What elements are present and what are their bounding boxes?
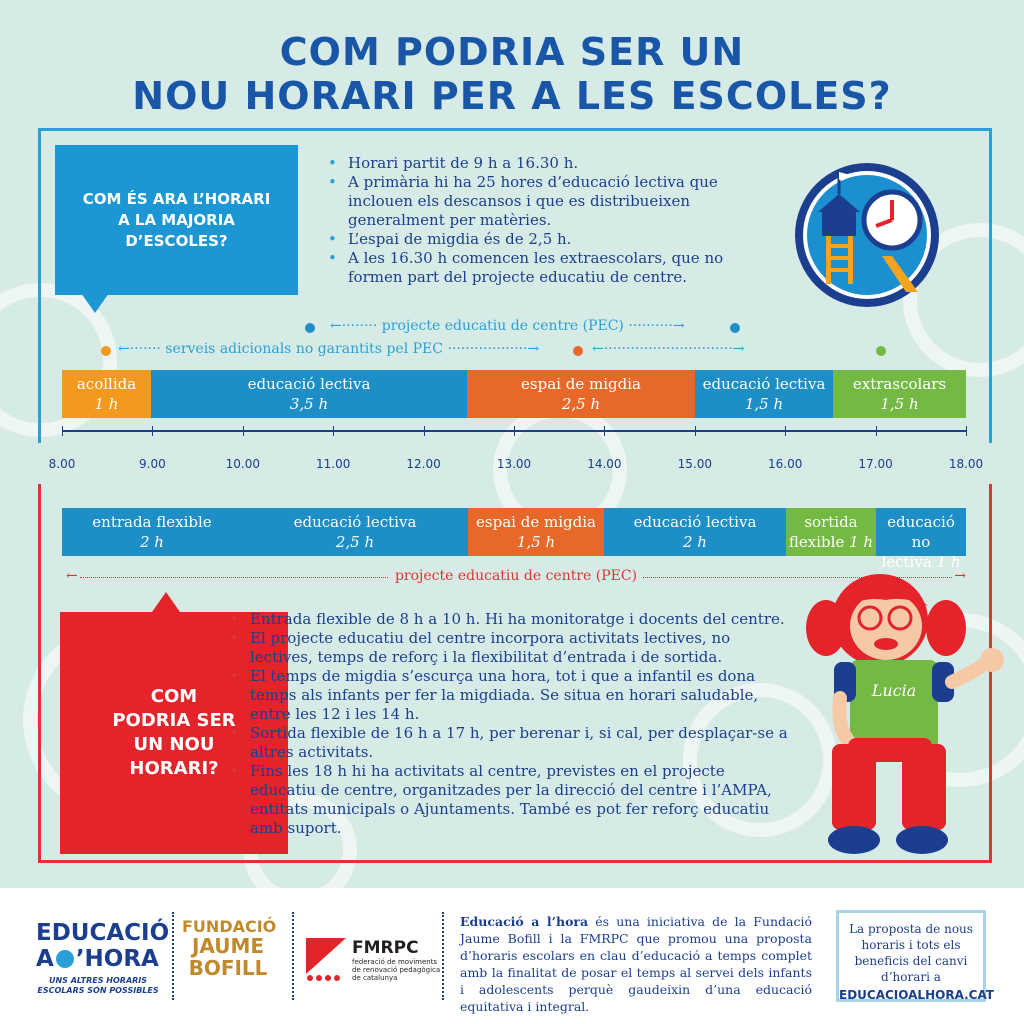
left-arrow-icon: ←······· [118,341,161,357]
current-block-migdia: espai de migdia 2,5 h [467,370,695,418]
footer-description: Educació a l’hora és una iniciativa de la Fundació Jaume Bofill i la FMRPC que promou una proposta d’horaris escolars en clau d’educació a temps complet amb la finalitat de posar el temps al servei dels infants i adolescents perquè gaudeixin d’una educació equitativa i integral. [460,914,812,1014]
left-arrow-icon: ←·····························→ [592,341,745,357]
proposal-block-lectiva-morning: educació lectiva 2,5 h [242,508,468,556]
website-link[interactable]: EDUCACIOALHORA.CAT [839,988,994,1002]
timeline-tick-label: 18.00 [948,457,984,471]
fmrpc-subtitle: federació de moviments de renovació pedagògica de catalunya [352,958,441,982]
footer-divider [292,912,294,1000]
current-question-callout [55,145,298,295]
educacio-alhora-logo: EDUCACIÓ A ’HORA [36,920,170,972]
services-mid-dot [573,346,583,356]
fmrpc-logo: FMRPC [352,938,419,958]
current-block-lectiva-morning: educació lectiva 3,5 h [151,370,467,418]
proposal-block-entrada: entrada flexible 2 h [62,508,242,556]
timeline-tick-label: 17.00 [858,457,893,471]
footer-divider [442,912,444,1000]
logo-tagline: UNS ALTRES HORARIS ESCOLARS SÓN POSSIBLES [37,976,159,995]
fundacio-jaume-bofill-logo: FUNDACIÓ JAUME BOFILL [182,917,277,980]
footer-divider [172,912,174,1000]
timeline-tick-label: 13.00 [496,457,532,471]
current-block-lectiva-afternoon: educació lectiva 1,5 h [695,370,833,418]
timeline-tick [424,426,425,436]
timeline-tick-label: 12.00 [406,457,441,471]
proposal-pec-range: ← projecte educatiu de centre (PEC) → [66,568,966,584]
left-arrow-icon: ←········ [330,318,378,334]
timeline-tick-label: 16.00 [768,457,803,471]
proposal-block-lectiva-afternoon: educació lectiva 2 h [604,508,786,556]
right-arrow-icon: ··················→ [447,341,540,357]
playground-clock-icon [792,160,942,310]
timeline-tick [62,426,63,436]
left-arrow-icon: ← [66,568,78,584]
timeline-tick [333,426,334,436]
timeline-tick [695,426,696,436]
fmrpc-logo-icon [306,938,346,982]
right-arrow-icon: ··········→ [628,318,685,334]
clock-icon [56,950,74,968]
proposal-block-migdia: espai de migdia 1,5 h [468,508,604,556]
timeline-tick [604,426,605,436]
list-item: • El projecte educatiu del centre incorpora activitats lectives, no lectives, temps de reforç i la flexibilitat d’entrada i de sortida. [228,629,788,667]
timeline-tick-label: 14.00 [587,457,622,471]
list-item: • L’espai de migdia és de 2,5 h. [326,230,766,249]
current-block-extrascolars: extrascolars 1,5 h [833,370,966,418]
timeline-tick [152,426,153,436]
timeline-tick [966,426,967,436]
current-question: COM ÉS ARA L’HORARI A LA MAJORIA D’ESCOLES? [82,189,271,250]
current-bullets [326,154,766,287]
proposal-question: COM PODRIA SER UN NOU HORARI? [112,686,236,779]
timeline-tick-label: 11.00 [316,457,351,471]
timeline-tick-label: 9.00 [139,457,166,471]
title-line-1: COM PODRIA SER UN [279,30,745,74]
proposal-bullets [228,610,788,838]
timeline-tick [243,426,244,436]
list-item: • Horari partit de 9 h a 16.30 h. [326,154,766,173]
proposal-block-sortida: sortida flexible 1 h [786,508,876,556]
website-box: La proposta de nous horaris i tots els beneficis del canvi d’horari a EDUCACIOALHORA.CAT [836,910,986,1002]
services-end-dot [876,346,886,356]
list-item: • Entrada flexible de 8 h a 10 h. Hi ha monitoratge i docents del centre. [228,610,788,629]
services-start-dot [101,346,111,356]
timeline-tick [876,426,877,436]
list-item: • El temps de migdia s’escurça una hora, tot i que a infantil es dona temps als infants per fer la migdiada. Se situa en horari saludable, entre les 12 i les 14 h. [228,667,788,724]
timeline-tick [785,426,786,436]
proposal-block-no-lectiva: educació no lectiva 1 h [876,508,966,556]
right-arrow-icon: → [954,568,966,584]
pec-start-dot [305,323,315,333]
services-range-arrow-right [592,341,745,357]
timeline-tick-label: 15.00 [677,457,712,471]
title-line-2: NOU HORARI PER A LES ESCOLES? [132,74,892,118]
timeline-tick-label: 10.00 [225,457,260,471]
character-name: Lucia [871,681,917,700]
pec-end-dot [730,323,740,333]
girl-character-illustration [796,548,1016,860]
timeline-tick [514,426,515,436]
timeline-tick-label: 8.00 [48,457,76,471]
list-item: • A primària hi ha 25 hores d’educació lectiva que inclouen els descansos i que es distribueixen generalment per matèries. [326,173,766,230]
pec-range-label: ←········ projecte educatiu de centre (PEC) ··········→ [330,318,685,334]
list-item: • Sortida flexible de 16 h a 17 h, per berenar i, si cal, per desplaçar-se a altres activitats. [228,724,788,762]
list-item: • A les 16.30 h comencen les extraescolars, que no formen part del projecte educatiu de centre. [326,249,766,287]
page-title [0,30,1024,118]
current-block-acollida: acollida 1 h [62,370,151,418]
list-item: • Fins les 18 h hi ha activitats al centre, previstes en el projecte educatiu de centre, organitzades per la direcció del centre i l’AMPA, entitats municipals o Ajuntaments. També es pot fer reforç educatiu amb suport. [228,762,788,838]
services-range-label: ←······· serveis adicionals no garantits pel PEC ··················→ [118,341,540,357]
